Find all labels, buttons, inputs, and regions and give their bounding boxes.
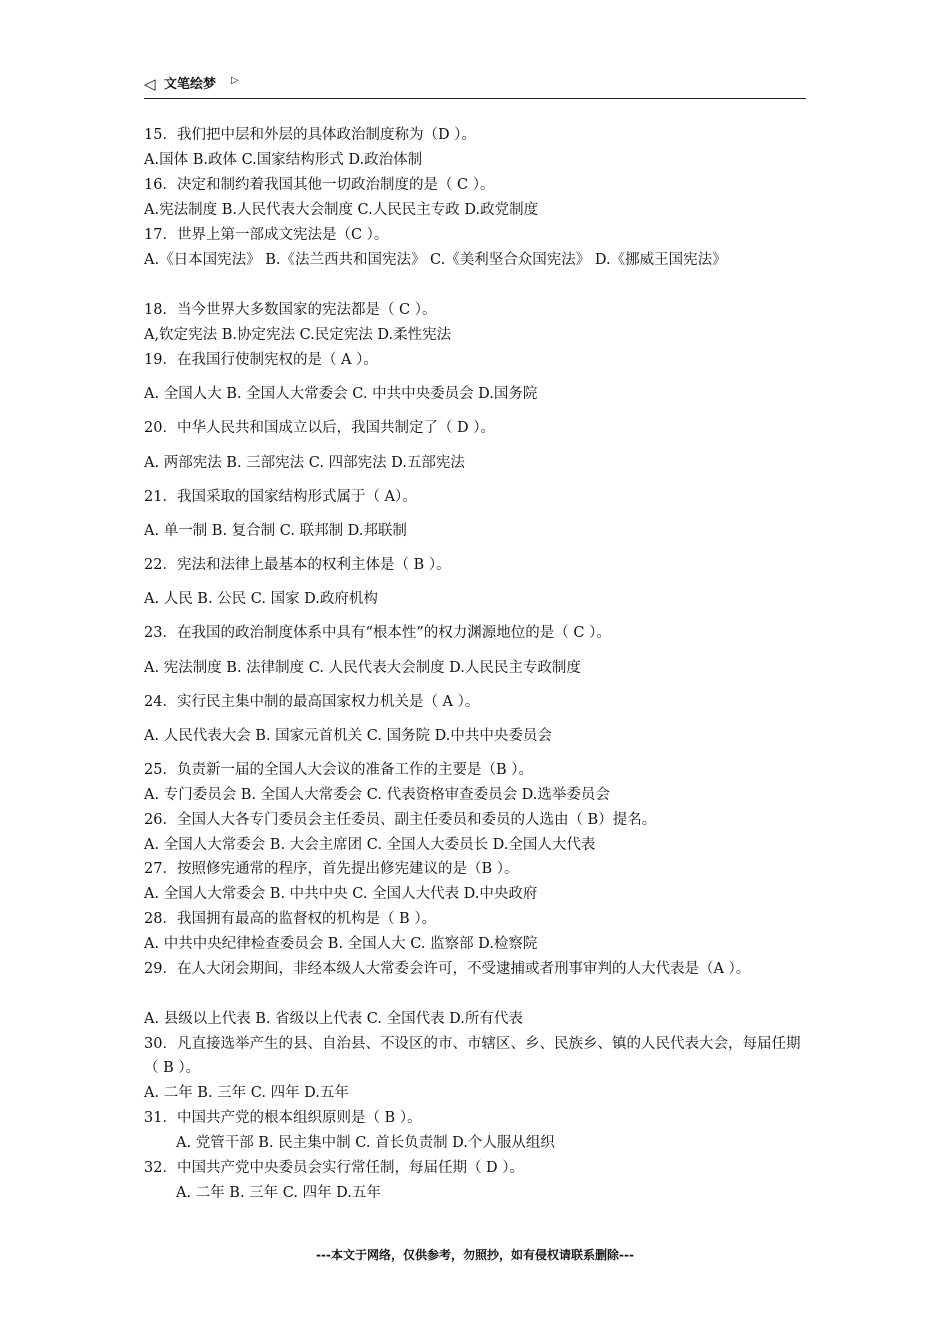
option-line: A. 中共中央纪律检查委员会 B. 全国人大 C. 监察部 D.检察院 [144,936,538,952]
option-line: A. 二年 B. 三年 C. 四年 D.五年 [176,1185,381,1201]
option-line: A. 全国人大 B. 全国人大常委会 C. 中共中央委员会 D.国务院 [144,386,538,402]
option-line: A. 宪法制度 B. 法律制度 C. 人民代表大会制度 D.人民民主专政制度 [144,660,581,676]
question-line: 24．实行民主集中制的最高国家权力机关是（ A ）。 [144,694,480,710]
question-line: 26．全国人大各专门委员会主任委员、副主任委员和委员的人选由（ B）提名。 [144,812,657,828]
page-header [144,74,806,99]
option-line: A.《日本国宪法》 B.《法兰西共和国宪法》 C.《美利坚合众国宪法》 D.《挪威王国宪法》 [144,252,727,268]
left-arrow-icon: ◁ [144,75,156,93]
option-line: A,钦定宪法 B.协定宪法 C.民定宪法 D.柔性宪法 [144,327,452,343]
question-line: 19．在我国行使制宪权的是（ A ）。 [144,352,378,368]
question-line: 27．按照修宪通常的程序，首先提出修宪建议的是（B ）。 [144,861,519,877]
option-line: A. 全国人大常委会 B. 大会主席团 C. 全国人大委员长 D.全国人大代表 [144,837,596,853]
option-line: A. 全国人大常委会 B. 中共中央 C. 全国人大代表 D.中央政府 [144,886,538,902]
header-title: 文笔绘梦 [164,77,217,92]
question-line: 17．世界上第一部成文宪法是（C ）。 [144,227,389,243]
question-line: 15．我们把中层和外层的具体政治制度称为（D ）。 [144,127,476,143]
option-line: A.国体 B.政体 C.国家结构形式 D.政治体制 [144,152,423,168]
option-line: A. 党管干部 B. 民主集中制 C. 首长负责制 D.个人服从组织 [176,1135,555,1151]
option-line: A. 县级以上代表 B. 省级以上代表 C. 全国代表 D.所有代表 [144,1011,523,1027]
question-line: 23．在我国的政治制度体系中具有“根本性”的权力渊源地位的是（ C ）。 [144,625,611,641]
question-line: 20．中华人民共和国成立以后，我国共制定了（ D ）。 [144,420,496,436]
option-line: A.宪法制度 B.人民代表大会制度 C.人民民主专政 D.政党制度 [144,202,539,218]
footer-disclaimer: ---本文于网络，仅供参考，勿照抄，如有侵权请联系删除--- [316,1248,634,1262]
option-line: A. 单一制 B. 复合制 C. 联邦制 D.邦联制 [144,523,407,539]
question-line: 29．在人大闭会期间，非经本级人大常委会许可，不受逮捕或者刑事审判的人大代表是（A ）。 [144,961,751,977]
option-line: A. 两部宪法 B. 三部宪法 C. 四部宪法 D.五部宪法 [144,455,465,471]
option-line: A. 人民代表大会 B. 国家元首机关 C. 国务院 D.中共中央委员会 [144,728,552,744]
question-line: 16．决定和制约着我国其他一切政治制度的是（ C ）。 [144,177,495,193]
question-line: 30．凡直接选举产生的县、自治县、不设区的市、市辖区、乡、民族乡、镇的人民代表大会，每届任期（ B ）。 [144,1036,801,1076]
question-line: 28．我国拥有最高的监督权的机构是（ B ）。 [144,911,437,927]
question-line: 32．中国共产党中央委员会实行常任制，每届任期（ D ）。 [144,1160,525,1176]
question-line: 31．中国共产党的根本组织原则是（ B ）。 [144,1110,422,1126]
option-line: A. 人民 B. 公民 C. 国家 D.政府机构 [144,591,378,607]
question-line: 25．负责新一届的全国人大会议的准备工作的主要是（B ）。 [144,762,533,778]
question-line: 22．宪法和法律上最基本的权利主体是（ B ）。 [144,557,451,573]
question-line: 21．我国采取的国家结构形式属于（ A）。 [144,489,417,505]
option-line: A. 二年 B. 三年 C. 四年 D.五年 [144,1085,349,1101]
right-arrow-icon: ▷ [231,75,239,86]
question-line: 18．当今世界大多数国家的宪法都是（ C ）。 [144,302,437,318]
option-line: A. 专门委员会 B. 全国人大常委会 C. 代表资格审查委员会 D.选举委员会 [144,787,610,803]
